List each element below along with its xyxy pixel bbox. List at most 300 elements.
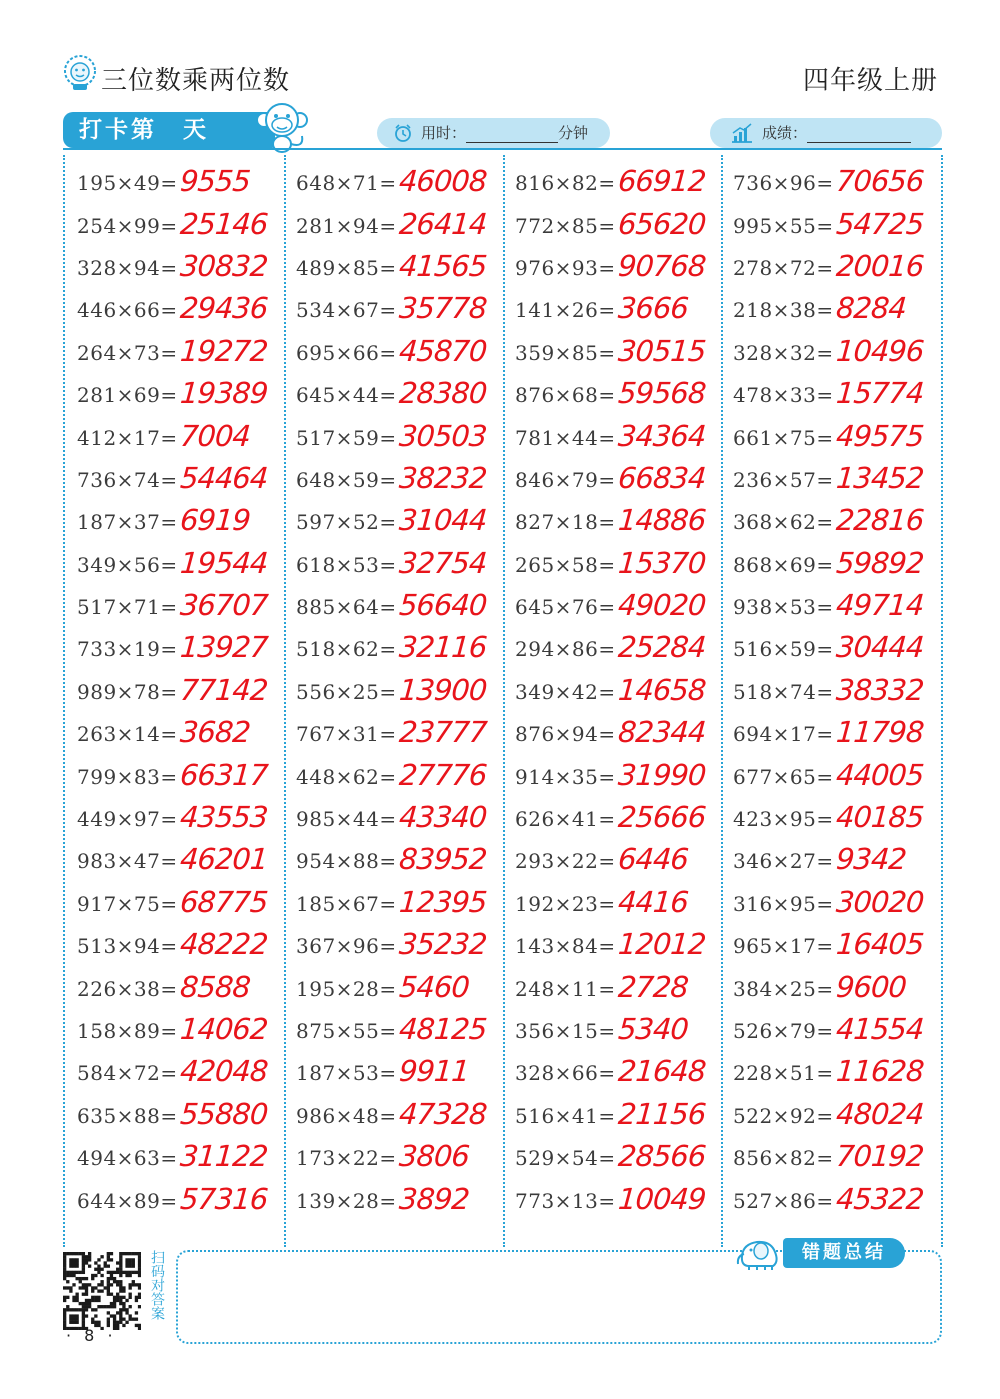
problem-row [733, 671, 923, 713]
problem-row [296, 967, 486, 1009]
problem-row [77, 204, 267, 246]
problem-column [733, 162, 923, 1222]
problem-row [733, 883, 923, 925]
handwritten-answer: 43553 [178, 800, 269, 835]
handwritten-answer: 25284 [616, 630, 707, 665]
problem-text: 522×92= [733, 1103, 834, 1128]
problem-text: 478×33= [733, 383, 834, 408]
problem-row [733, 798, 923, 840]
score-blank[interactable] [807, 124, 911, 143]
problem-text: 868×69= [733, 552, 834, 577]
problem-row [296, 247, 486, 289]
problem-row [515, 1010, 705, 1052]
problem-row [296, 586, 486, 628]
handwritten-answer: 28380 [397, 376, 488, 411]
handwritten-answer: 20016 [834, 248, 925, 283]
problem-text: 816×82= [515, 171, 616, 196]
handwritten-answer: 36707 [178, 588, 269, 623]
handwritten-answer: 38232 [397, 460, 488, 495]
problem-row [515, 204, 705, 246]
problem-text: 139×28= [296, 1188, 397, 1213]
problem-text: 517×71= [77, 595, 178, 620]
handwritten-answer: 3682 [178, 715, 251, 750]
handwritten-answer: 25146 [178, 206, 269, 241]
handwritten-answer: 6919 [178, 503, 251, 538]
problem-row [77, 925, 267, 967]
problem-text: 356×15= [515, 1019, 616, 1043]
problem-text: 173×22= [296, 1146, 397, 1171]
handwritten-answer: 3666 [616, 291, 689, 326]
problem-text: 626×41= [515, 807, 616, 832]
handwritten-answer: 48125 [397, 1012, 488, 1046]
problem-row [77, 798, 267, 840]
handwritten-answer: 27776 [397, 757, 488, 792]
problem-text: 736×96= [733, 171, 834, 196]
problem-text: 985×44= [296, 807, 397, 832]
problem-row [733, 1052, 923, 1094]
problem-text: 218×38= [733, 298, 834, 323]
problem-row [733, 713, 923, 755]
problem-row [296, 883, 486, 925]
handwritten-answer: 6446 [616, 842, 689, 877]
handwritten-answer: 30503 [397, 418, 488, 453]
problem-text: 736×74= [77, 467, 178, 492]
handwritten-answer: 9600 [834, 969, 907, 1004]
handwritten-answer: 12012 [616, 927, 707, 962]
mistake-summary-tab: 错题总结 [783, 1238, 905, 1268]
handwritten-answer: 14658 [616, 672, 707, 707]
problem-text: 635×88= [77, 1103, 178, 1128]
problem-text: 983×47= [77, 849, 178, 874]
problem-row [515, 162, 705, 204]
problem-text: 529×54= [515, 1146, 616, 1171]
problem-text: 773×13= [515, 1188, 616, 1213]
handwritten-answer: 59568 [616, 376, 707, 411]
problem-text: 986×48= [296, 1103, 397, 1128]
problem-row [733, 755, 923, 797]
column-divider [63, 155, 65, 1247]
problem-row [77, 713, 267, 755]
handwritten-answer: 19272 [178, 333, 269, 368]
problem-row [515, 459, 705, 501]
problem-row [77, 416, 267, 458]
column-divider [284, 155, 286, 1247]
problem-text: 516×59= [733, 637, 834, 662]
problem-row [77, 755, 267, 797]
problem-text: 645×76= [515, 595, 616, 620]
column-divider [721, 155, 723, 1247]
handwritten-answer: 49020 [616, 588, 707, 623]
problem-row [296, 1137, 486, 1179]
problem-row [77, 883, 267, 925]
problem-text: 876×94= [515, 722, 616, 747]
problem-text: 954×88= [296, 849, 397, 874]
problem-text: 914×35= [515, 764, 616, 789]
problem-text: 448×62= [296, 764, 397, 789]
problem-row [733, 162, 923, 204]
problem-row [733, 459, 923, 501]
handwritten-answer: 13927 [178, 630, 269, 665]
problem-text: 228×51= [733, 1061, 834, 1086]
problem-text: 263×14= [77, 722, 178, 747]
handwritten-answer: 7004 [178, 418, 251, 453]
time-label: 用时： [421, 124, 467, 142]
problem-text: 733×19= [77, 637, 178, 662]
time-field[interactable] [377, 118, 610, 148]
problem-column [77, 162, 267, 1222]
problem-text: 141×26= [515, 298, 616, 323]
handwritten-answer: 13452 [834, 460, 925, 495]
handwritten-answer: 21156 [616, 1096, 707, 1131]
problem-row [77, 1095, 267, 1137]
handwritten-answer: 9555 [178, 164, 251, 199]
problem-text: 328×66= [515, 1061, 616, 1086]
clock-icon [393, 123, 413, 143]
handwritten-answer: 45870 [397, 333, 488, 368]
handwritten-answer: 14886 [616, 503, 707, 538]
problem-text: 856×82= [733, 1146, 834, 1171]
problem-text: 584×72= [77, 1061, 178, 1086]
problem-text: 412×17= [77, 425, 178, 450]
handwritten-answer: 21648 [616, 1054, 707, 1089]
problem-row [515, 967, 705, 1009]
handwritten-answer: 23777 [397, 715, 488, 750]
handwritten-answer: 47328 [397, 1096, 488, 1131]
problem-row [733, 204, 923, 246]
checkin-banner: 打卡第 天 [63, 112, 275, 148]
page-title: 三位数乘两位数 [101, 66, 291, 96]
problem-row [515, 289, 705, 331]
monkey-icon [252, 96, 312, 154]
problem-row [296, 289, 486, 331]
handwritten-answer: 54464 [178, 460, 269, 495]
handwritten-answer: 15370 [616, 545, 707, 580]
handwritten-answer: 14062 [178, 1012, 269, 1046]
problem-row [77, 501, 267, 543]
handwritten-answer: 13900 [397, 672, 488, 707]
handwritten-answer: 82344 [616, 715, 707, 750]
handwritten-answer: 48222 [178, 927, 269, 962]
handwritten-answer: 30832 [178, 248, 269, 283]
problem-row [77, 247, 267, 289]
problem-text: 518×62= [296, 637, 397, 662]
score-field[interactable] [710, 118, 942, 148]
handwritten-answer: 66912 [616, 164, 707, 199]
problem-text: 938×53= [733, 595, 834, 620]
problem-row [77, 544, 267, 586]
problem-row [296, 332, 486, 374]
problem-text: 677×65= [733, 764, 834, 789]
problem-text: 875×55= [296, 1019, 397, 1043]
problem-row [77, 586, 267, 628]
problem-row [296, 416, 486, 458]
handwritten-answer: 41554 [834, 1012, 925, 1046]
problem-row [515, 1052, 705, 1094]
problem-row [296, 628, 486, 670]
handwritten-answer: 16405 [834, 927, 925, 962]
problem-text: 294×86= [515, 637, 616, 662]
problem-text: 767×31= [296, 722, 397, 747]
problem-row [296, 925, 486, 967]
qr-code [63, 1252, 141, 1330]
problem-text: 346×27= [733, 849, 834, 874]
problem-text: 265×58= [515, 552, 616, 577]
problem-text: 556×25= [296, 679, 397, 704]
problem-text: 384×25= [733, 976, 834, 1001]
problem-row [733, 1137, 923, 1179]
grade-label: 四年级上册 [802, 66, 938, 96]
handwritten-answer: 32116 [397, 630, 488, 665]
problem-row [77, 840, 267, 882]
problem-row [296, 374, 486, 416]
handwritten-answer: 19389 [178, 376, 269, 411]
problem-text: 158×89= [77, 1019, 178, 1043]
problem-row [515, 1095, 705, 1137]
problem-text: 192×23= [515, 891, 616, 916]
handwritten-answer: 70192 [834, 1139, 925, 1174]
problem-row [515, 628, 705, 670]
handwritten-answer: 42048 [178, 1054, 269, 1089]
problem-row [733, 1095, 923, 1137]
problem-text: 143×84= [515, 934, 616, 959]
column-divider [503, 155, 505, 1247]
problem-row [77, 1179, 267, 1221]
problem-row [733, 925, 923, 967]
problem-text: 694×17= [733, 722, 834, 747]
handwritten-answer: 46008 [397, 164, 488, 199]
handwritten-answer: 59892 [834, 545, 925, 580]
problem-text: 781×44= [515, 425, 616, 450]
handwritten-answer: 11628 [834, 1054, 925, 1089]
problem-row [296, 1052, 486, 1094]
problem-row [515, 247, 705, 289]
problem-column [296, 162, 486, 1222]
problem-row [296, 840, 486, 882]
problem-row [515, 332, 705, 374]
problem-row [515, 798, 705, 840]
problem-text: 449×97= [77, 807, 178, 832]
problem-text: 254×99= [77, 213, 178, 238]
problem-row [77, 374, 267, 416]
handwritten-answer: 2728 [616, 969, 689, 1004]
handwritten-answer: 30020 [834, 884, 925, 919]
problem-text: 516×41= [515, 1103, 616, 1128]
problem-text: 349×42= [515, 679, 616, 704]
problem-text: 799×83= [77, 764, 178, 789]
problem-text: 368×62= [733, 510, 834, 535]
problem-row [733, 332, 923, 374]
problem-text: 965×17= [733, 934, 834, 959]
problem-row [515, 925, 705, 967]
problem-row [515, 883, 705, 925]
problem-row [296, 501, 486, 543]
problem-text: 226×38= [77, 976, 178, 1001]
problem-row [77, 628, 267, 670]
handwritten-answer: 65620 [616, 206, 707, 241]
handwritten-answer: 19544 [178, 545, 269, 580]
handwritten-answer: 29436 [178, 291, 269, 326]
problem-text: 367×96= [296, 934, 397, 959]
handwritten-answer: 70656 [834, 164, 925, 199]
handwritten-answer: 35778 [397, 291, 488, 326]
problem-row [296, 204, 486, 246]
column-divider [941, 155, 943, 1247]
problem-text: 423×95= [733, 807, 834, 832]
problem-text: 489×85= [296, 255, 397, 280]
problem-text: 876×68= [515, 383, 616, 408]
handwritten-answer: 90768 [616, 248, 707, 283]
problem-row [733, 1179, 923, 1221]
problem-text: 526×79= [733, 1019, 834, 1043]
handwritten-answer: 3806 [397, 1139, 470, 1174]
handwritten-answer: 44005 [834, 757, 925, 792]
handwritten-answer: 31122 [178, 1139, 269, 1174]
handwritten-answer: 35232 [397, 927, 488, 962]
problem-text: 328×32= [733, 340, 834, 365]
problem-row [733, 967, 923, 1009]
handwritten-answer: 3892 [397, 1181, 470, 1216]
problem-row [515, 1137, 705, 1179]
problem-row [515, 840, 705, 882]
problem-row [515, 1179, 705, 1221]
handwritten-answer: 22816 [834, 503, 925, 538]
lion-logo-icon [62, 54, 98, 92]
problem-row [296, 1095, 486, 1137]
chart-icon [730, 122, 754, 144]
problem-text: 517×59= [296, 425, 397, 450]
problem-row [77, 671, 267, 713]
problem-row [77, 967, 267, 1009]
problem-text: 513×94= [77, 934, 178, 959]
problem-text: 349×56= [77, 552, 178, 577]
problem-row [296, 544, 486, 586]
problem-row [733, 586, 923, 628]
problem-row [515, 755, 705, 797]
problem-row [77, 162, 267, 204]
problem-row [296, 1010, 486, 1052]
problem-text: 827×18= [515, 510, 616, 535]
header-rule [63, 148, 942, 150]
handwritten-answer: 40185 [834, 800, 925, 835]
problem-row [77, 332, 267, 374]
problem-row [296, 162, 486, 204]
problem-row [296, 1179, 486, 1221]
problem-text: 648×59= [296, 467, 397, 492]
handwritten-answer: 10049 [616, 1181, 707, 1216]
problem-text: 917×75= [77, 891, 178, 916]
problem-text: 772×85= [515, 213, 616, 238]
handwritten-answer: 8588 [178, 969, 251, 1004]
problem-text: 645×44= [296, 383, 397, 408]
problem-row [77, 1137, 267, 1179]
problem-text: 248×11= [515, 976, 616, 1001]
problem-row [515, 416, 705, 458]
handwritten-answer: 49575 [834, 418, 925, 453]
problem-text: 618×53= [296, 552, 397, 577]
problem-row [77, 289, 267, 331]
problem-row [296, 459, 486, 501]
problem-text: 185×67= [296, 891, 397, 916]
handwritten-answer: 26414 [397, 206, 488, 241]
score-label: 成绩： [762, 124, 808, 142]
handwritten-answer: 31990 [616, 757, 707, 792]
handwritten-answer: 57316 [178, 1181, 269, 1216]
problem-text: 695×66= [296, 340, 397, 365]
problem-row [296, 798, 486, 840]
problem-text: 885×64= [296, 595, 397, 620]
problem-row [515, 586, 705, 628]
problem-text: 648×71= [296, 171, 397, 196]
problem-row [77, 1010, 267, 1052]
problem-row [77, 459, 267, 501]
handwritten-answer: 56640 [397, 588, 488, 623]
problem-text: 187×53= [296, 1061, 397, 1086]
problem-text: 446×66= [77, 298, 178, 323]
problem-row [733, 544, 923, 586]
problem-row [77, 1052, 267, 1094]
handwritten-answer: 38332 [834, 672, 925, 707]
problem-text: 597×52= [296, 510, 397, 535]
problem-text: 518×74= [733, 679, 834, 704]
problem-text: 328×94= [77, 255, 178, 280]
handwritten-answer: 30515 [616, 333, 707, 368]
problem-text: 661×75= [733, 425, 834, 450]
handwritten-answer: 77142 [178, 672, 269, 707]
handwritten-answer: 10496 [834, 333, 925, 368]
time-blank[interactable] [466, 124, 558, 143]
elephant-icon [735, 1232, 789, 1272]
problem-text: 527×86= [733, 1188, 834, 1213]
handwritten-answer: 30444 [834, 630, 925, 665]
problem-row [515, 713, 705, 755]
problem-text: 846×79= [515, 467, 616, 492]
problem-row [733, 289, 923, 331]
handwritten-answer: 41565 [397, 248, 488, 283]
problem-text: 989×78= [77, 679, 178, 704]
problem-column [515, 162, 705, 1222]
problem-row [296, 755, 486, 797]
problem-row [296, 671, 486, 713]
handwritten-answer: 9911 [397, 1054, 470, 1089]
problem-text: 316×95= [733, 891, 834, 916]
problem-text: 278×72= [733, 255, 834, 280]
problem-row [515, 544, 705, 586]
problem-text: 976×93= [515, 255, 616, 280]
handwritten-answer: 34364 [616, 418, 707, 453]
problem-text: 195×28= [296, 976, 397, 1001]
handwritten-answer: 68775 [178, 884, 269, 919]
handwritten-answer: 11798 [834, 715, 925, 750]
problem-text: 281×69= [77, 383, 178, 408]
handwritten-answer: 15774 [834, 376, 925, 411]
handwritten-answer: 66834 [616, 460, 707, 495]
handwritten-answer: 12395 [397, 884, 488, 919]
problem-text: 264×73= [77, 340, 178, 365]
handwritten-answer: 45322 [834, 1181, 925, 1216]
problem-text: 644×89= [77, 1188, 178, 1213]
handwritten-answer: 28566 [616, 1139, 707, 1174]
handwritten-answer: 55880 [178, 1096, 269, 1131]
handwritten-answer: 48024 [834, 1096, 925, 1131]
handwritten-answer: 31044 [397, 503, 488, 538]
handwritten-answer: 25666 [616, 800, 707, 835]
problem-text: 236×57= [733, 467, 834, 492]
problem-row [296, 713, 486, 755]
scan-answer-label: 扫码对答案 [149, 1250, 165, 1320]
handwritten-answer: 49714 [834, 588, 925, 623]
handwritten-answer: 54725 [834, 206, 925, 241]
problem-row [733, 416, 923, 458]
